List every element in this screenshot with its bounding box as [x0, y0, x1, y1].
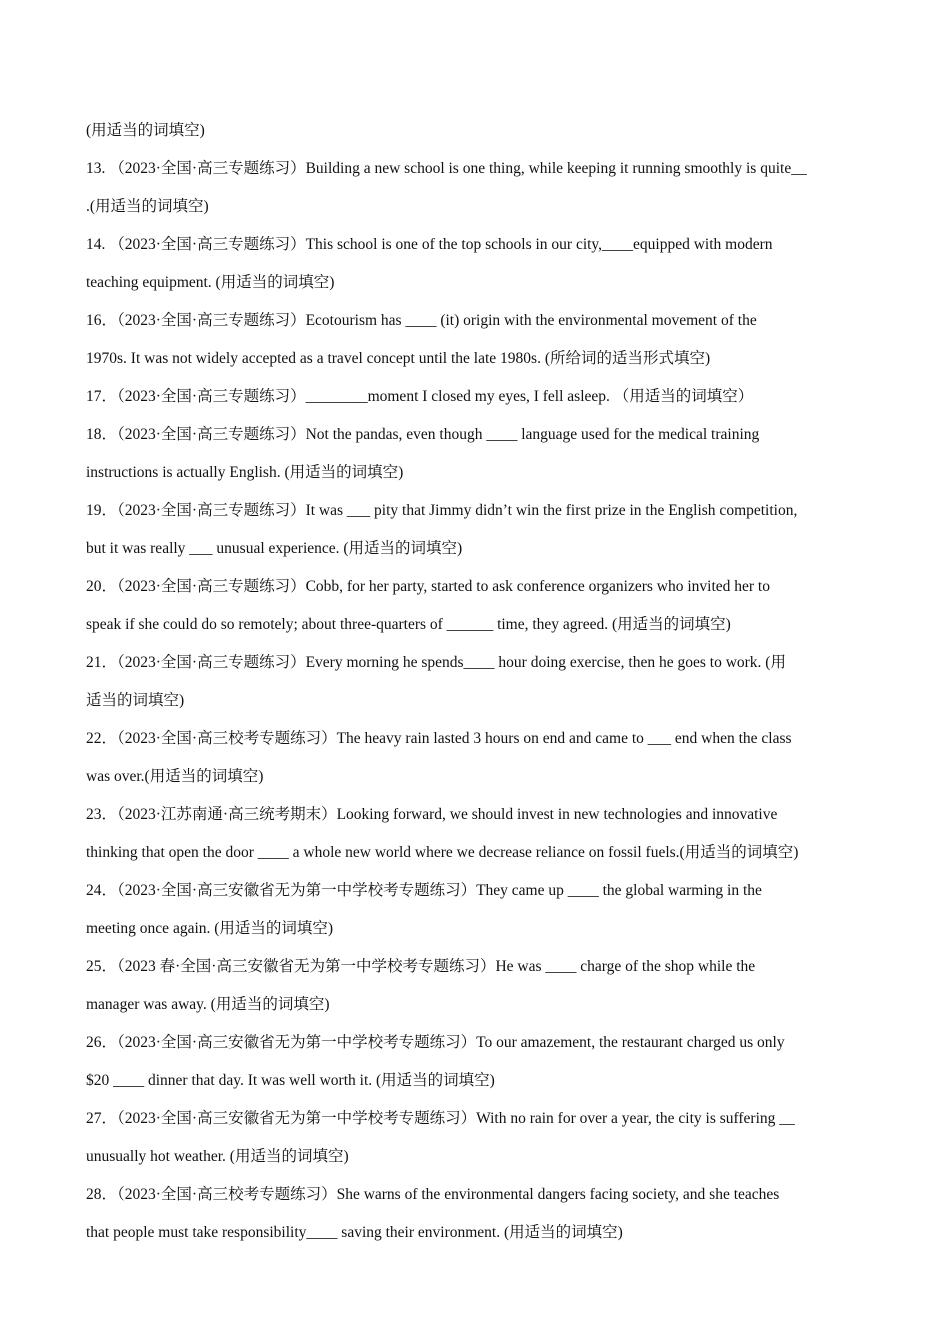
text-line: (用适当的词填空) — [86, 122, 205, 139]
question-26: 26．（2023·全国·高三安徽省无为第一中学校考专题练习）To our amazement, the restaurant charged us only — [86, 1034, 785, 1051]
question-14: 14. （2023·全国·高三专题练习）This school is one of the top schools in our city,____equipped with modern — [86, 236, 773, 253]
question-22: 22．（2023·全国·高三校考专题练习）The heavy rain lasted 3 hours on end and came to ___ end when the class — [86, 730, 792, 747]
text-line: instructions is actually English. (用适当的词填空) — [86, 464, 404, 481]
question-20: 20．（2023·全国·高三专题练习）Cobb, for her party, started to ask conference organizers who invited her to — [86, 578, 770, 595]
text-line: but it was really ___ unusual experience. (用适当的词填空) — [86, 540, 463, 557]
question-19: 19．（2023·全国·高三专题练习）It was ___ pity that Jimmy didn’t win the first prize in the English competition, — [86, 502, 798, 519]
text-line: speak if she could do so remotely; about three-quarters of ______ time, they agreed. (用适当的词填空) — [86, 616, 731, 633]
question-17: 17．（2023·全国·高三专题练习）________moment I closed my eyes, I fell asleep. （用适当的词填空） — [86, 388, 754, 405]
question-27: 27．（2023·全国·高三安徽省无为第一中学校考专题练习）With no rain for over a year, the city is suffering __ — [86, 1110, 795, 1127]
text-line: that people must take responsibility____ saving their environment. (用适当的词填空) — [86, 1224, 623, 1241]
question-24: 24．（2023·全国·高三安徽省无为第一中学校考专题练习）They came up ____ the global warming in the — [86, 882, 762, 899]
question-23: 23．（2023·江苏南通·高三统考期末）Looking forward, we should invest in new technologies and innovative — [86, 806, 778, 823]
text-line: 适当的词填空) — [86, 692, 185, 709]
question-16: 16．（2023·全国·高三专题练习）Ecotourism has ____ (it) origin with the environmental movement of the — [86, 312, 757, 329]
text-line: unusually hot weather. (用适当的词填空) — [86, 1148, 349, 1165]
text-line: was over.(用适当的词填空) — [86, 768, 264, 785]
question-28: 28．（2023·全国·高三校考专题练习）She warns of the environmental dangers facing society, and she teaches — [86, 1186, 780, 1203]
text-line: teaching equipment. (用适当的词填空) — [86, 274, 335, 291]
text-line: manager was away. (用适当的词填空) — [86, 996, 330, 1013]
question-18: 18．（2023·全国·高三专题练习）Not the pandas, even though ____ language used for the medical training — [86, 426, 760, 443]
exercise-list — [86, 112, 866, 1252]
text-line: meeting once again. (用适当的词填空) — [86, 920, 334, 937]
text-line: .(用适当的词填空) — [86, 198, 209, 215]
text-line: thinking that open the door ____ a whole new world where we decrease reliance on fossil fuels.(用适当的词填空) — [86, 844, 799, 861]
question-13: 13. （2023·全国·高三专题练习）Building a new school is one thing, while keeping it running smoothly is quite__ — [86, 160, 807, 177]
question-25: 25．（2023 春·全国·高三安徽省无为第一中学校考专题练习）He was ____ charge of the shop while the — [86, 958, 756, 975]
text-line: $20 ____ dinner that day. It was well worth it. (用适当的词填空) — [86, 1072, 495, 1089]
question-21: 21．（2023·全国·高三专题练习）Every morning he spends____ hour doing exercise, then he goes to work. (用 — [86, 654, 786, 671]
text-line: 1970s. It was not widely accepted as a travel concept until the late 1980s. (所给词的适当形式填空) — [86, 350, 711, 367]
